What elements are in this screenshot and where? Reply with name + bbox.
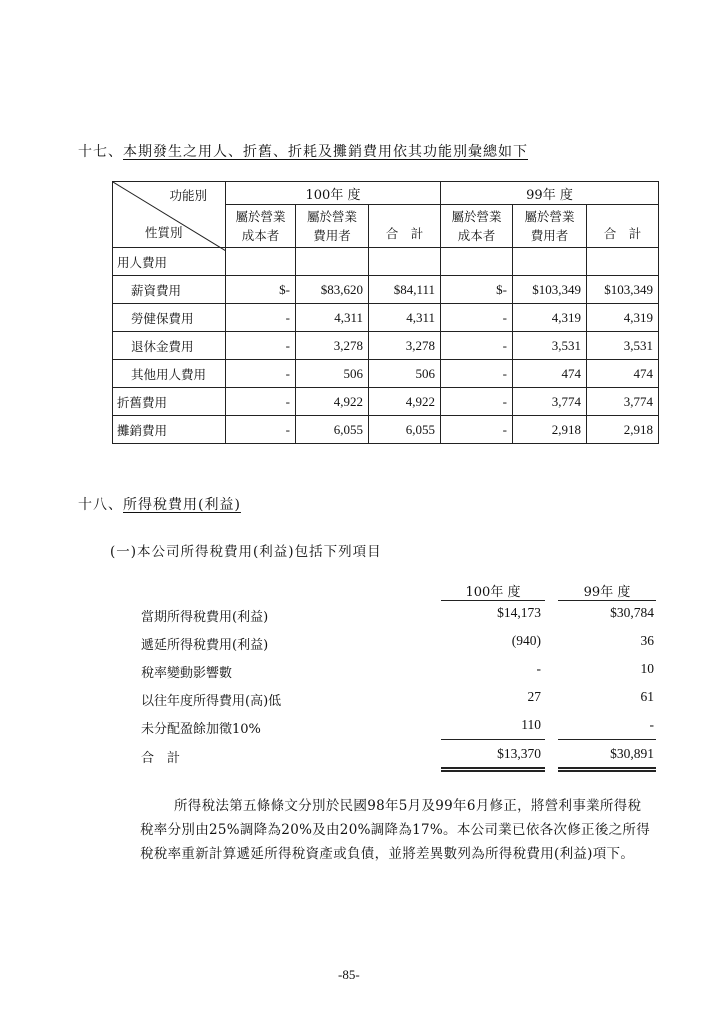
cell: - — [441, 388, 513, 416]
cell: 3,531 — [513, 332, 587, 360]
cell: - — [441, 332, 513, 360]
page-number: -85- — [338, 967, 360, 982]
section-18-heading — [78, 494, 241, 514]
cell: 506 — [296, 360, 369, 388]
cell: 4,311 — [369, 304, 441, 332]
col-expense-100: 屬於營業 費用者 — [296, 205, 369, 248]
cell: $- — [441, 276, 513, 304]
cell: 3,531 — [587, 332, 659, 360]
cell: 61 — [640, 689, 654, 704]
cell: $13,370 — [497, 746, 541, 761]
total-double-rule-99-a — [558, 767, 656, 769]
section-17-title: 本期發生之用人、折舊、折耗及攤銷費用依其功能別彙總如下 — [123, 144, 528, 160]
row-label: 勞健保費用 — [113, 304, 226, 332]
cell: $- — [226, 276, 296, 304]
subsection-1-heading: (一)本公司所得稅費用(利益)包括下列項目 — [110, 544, 382, 560]
cell: - — [226, 304, 296, 332]
table-row — [113, 388, 659, 416]
total-double-rule-100-a — [441, 767, 545, 769]
cell: 3,774 — [587, 388, 659, 416]
row-label: 合 計 — [141, 751, 181, 766]
cell: 6,055 — [296, 416, 369, 444]
col-cost-100: 屬於營業 成本者 — [226, 205, 296, 248]
row-label: 用人費用 — [113, 248, 226, 276]
cell: $30,784 — [610, 605, 654, 620]
cell: - — [649, 717, 654, 732]
total-double-rule-100-b — [441, 770, 545, 772]
cell: 2,918 — [587, 416, 659, 444]
cell: 3,774 — [513, 388, 587, 416]
cell: 4,922 — [369, 388, 441, 416]
total-double-rule-99-b — [558, 770, 656, 772]
cell: $103,349 — [513, 276, 587, 304]
cell: - — [226, 388, 296, 416]
row-label: 以往年度所得費用(高)低 — [141, 694, 282, 709]
tax-year-100-header: 100年 度 — [465, 585, 521, 600]
cell: 10 — [640, 661, 654, 676]
col-total-100: 合 計 — [369, 205, 441, 248]
header-rule-100 — [441, 600, 545, 601]
section-18-number: 十八、 — [78, 497, 123, 513]
row-label: 薪資費用 — [113, 276, 226, 304]
table-corner-cell — [113, 182, 226, 248]
cell: 3,278 — [369, 332, 441, 360]
row-label: 其他用人費用 — [113, 360, 226, 388]
header-rule-99 — [558, 600, 656, 601]
cell: 506 — [369, 360, 441, 388]
cell: - — [536, 661, 541, 676]
cell: 4,311 — [296, 304, 369, 332]
section-17-heading — [78, 141, 528, 161]
col-total-99: 合 計 — [587, 205, 659, 248]
cell: - — [441, 416, 513, 444]
cell: 474 — [587, 360, 659, 388]
cell: $30,891 — [610, 746, 654, 761]
cell: 2,918 — [513, 416, 587, 444]
tax-rate-paragraph — [140, 794, 680, 866]
cell: 4,319 — [513, 304, 587, 332]
subtotal-rule-100 — [441, 739, 545, 740]
col-cost-99: 屬於營業 成本者 — [441, 205, 513, 248]
cell: - — [441, 304, 513, 332]
row-label: 遞延所得稅費用(利益) — [141, 638, 269, 653]
row-label: 未分配盈餘加徵10% — [141, 722, 261, 737]
table-row — [113, 332, 659, 360]
year-100-header: 100年 度 — [226, 182, 441, 205]
cell: $83,620 — [296, 276, 369, 304]
corner-nature-label: 性質別 — [145, 225, 183, 240]
cell: $84,111 — [369, 276, 441, 304]
cell: $14,173 — [497, 605, 541, 620]
row-label: 退休金費用 — [113, 332, 226, 360]
table-row — [113, 304, 659, 332]
table-row — [113, 276, 659, 304]
section-18-title: 所得稅費用(利益) — [123, 497, 241, 513]
corner-function-label: 功能別 — [169, 188, 207, 203]
cell: $103,349 — [587, 276, 659, 304]
cell: (940) — [511, 633, 541, 648]
paragraph-line: 稅率分別由25%調降為20%及由20%調降為17%。本公司業已依各次修正後之所得 — [140, 822, 651, 838]
cell: 4,319 — [587, 304, 659, 332]
paragraph-line: 稅稅率重新計算遞延所得稅資產或負債，並將差異數列為所得稅費用(利益)項下。 — [140, 846, 635, 862]
table-row — [113, 248, 659, 276]
col-expense-99: 屬於營業 費用者 — [513, 205, 587, 248]
row-label: 折舊費用 — [113, 388, 226, 416]
cell: 36 — [640, 633, 654, 648]
cell: 27 — [527, 689, 541, 704]
cell: - — [226, 332, 296, 360]
cell: 474 — [513, 360, 587, 388]
row-label: 攤銷費用 — [113, 416, 226, 444]
cell: - — [226, 416, 296, 444]
section-17-number: 十七、 — [78, 144, 123, 160]
cell: 3,278 — [296, 332, 369, 360]
cell: 110 — [521, 717, 541, 732]
cell: 4,922 — [296, 388, 369, 416]
table-row — [113, 360, 659, 388]
subtotal-rule-99 — [558, 739, 656, 740]
cell: - — [441, 360, 513, 388]
cell: - — [226, 360, 296, 388]
expense-by-function-table — [112, 181, 659, 444]
paragraph-line: 所得稅法第五條條文分別於民國98年5月及99年6月修正，將營利事業所得稅 — [174, 798, 642, 814]
row-label: 當期所得稅費用(利益) — [141, 610, 269, 625]
row-label: 稅率變動影響數 — [141, 666, 233, 681]
tax-year-99-header: 99年 度 — [583, 585, 631, 600]
cell: 6,055 — [369, 416, 441, 444]
table-row — [113, 416, 659, 444]
year-99-header: 99年 度 — [441, 182, 659, 205]
